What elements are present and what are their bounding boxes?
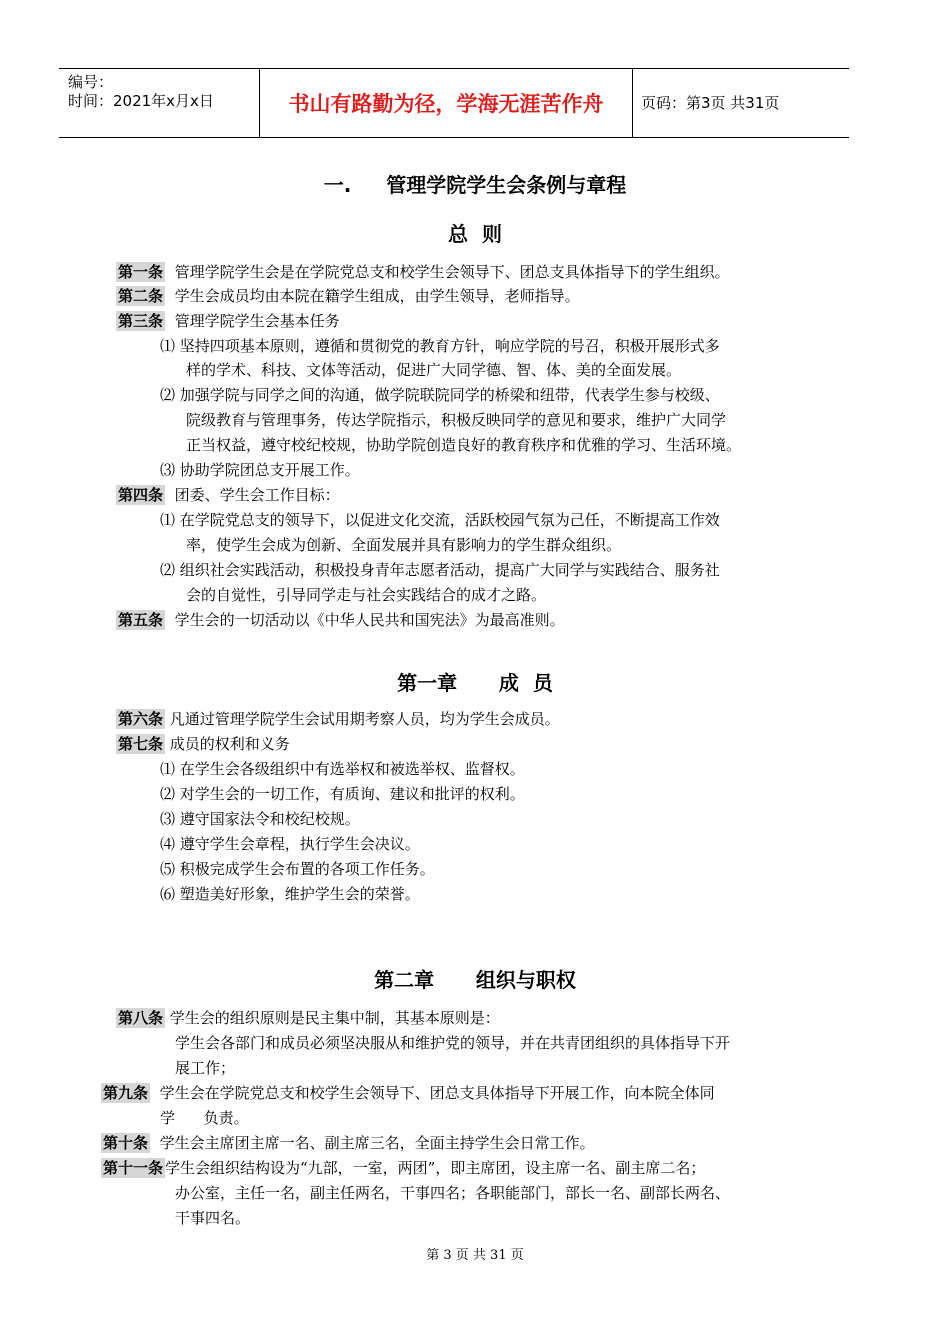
article-5 (116, 609, 565, 631)
list-item: ⑵ 加强学院与同学之间的沟通，做学院联院同学的桥梁和纽带，代表学生参与校级、 (160, 386, 720, 404)
article-8 (116, 1007, 500, 1029)
header-motto-cell (260, 69, 633, 137)
article-3 (116, 310, 340, 332)
list-item: ⑶ 协助学院团总支开展工作。 (160, 461, 360, 479)
list-item: ⑴ 坚持四项基本原则，遵循和贯彻党的教育方针，响应学院的号召，积极开展形式多 (160, 337, 720, 355)
list-item-continued: 院级教育与管理事务，传达学院指示，积极反映同学的意见和要求，维护广大同学 (186, 411, 727, 429)
article-11 (101, 1157, 705, 1179)
list-item: ⑴ 在学院党总支的领导下，以促进文化交流，活跃校园气氛为己任，不断提高工作效 (160, 511, 720, 529)
article-label: 第八条 (118, 1009, 164, 1027)
article-label: 第七条 (118, 735, 164, 753)
general-provisions-heading: 总 则 (448, 222, 502, 246)
list-item: ⑴ 在学生会各级组织中有选举权和被选举权、监督权。 (160, 760, 525, 778)
list-item: ⑵ 对学生会的一切工作，有质询、建议和批评的权利。 (160, 785, 525, 803)
article-label: 第十一条 (103, 1159, 164, 1177)
article-label: 第三条 (118, 312, 164, 330)
article-1 (116, 261, 730, 283)
list-item-continued: 样的学术、科技、文体等活动，促进广大同学德、智、体、美的全面发展。 (186, 361, 682, 379)
article-label: 第九条 (103, 1084, 149, 1102)
document-number: 编号： (68, 73, 114, 91)
page-header (59, 68, 849, 138)
header-page-cell (633, 69, 849, 137)
article-continued: 学生会各部门和成员必须坚决服从和维护党的领导，并在共青团组织的具体指导下开 (175, 1034, 731, 1052)
article-text: 学生会主席团主席一名、副主席三名，全面主持学生会日常工作。 (159, 1134, 595, 1152)
article-text: 学生会的组织原则是民主集中制，其基本原则是： (169, 1009, 500, 1027)
article-text: 学生会组织结构设为“九部，一室，两团”，即主席团，设主席一名、副主席二名； (165, 1159, 706, 1177)
chapter-1-heading: 第一章 成 员 (397, 671, 553, 695)
article-text: 管理学院学生会是在学院党总支和校学生会领导下、团总支具体指导下的学生组织。 (174, 263, 730, 281)
article-text: 学生会成员均由本院在籍学生组成，由学生领导，老师指导。 (174, 287, 580, 305)
article-label: 第一条 (118, 263, 164, 281)
list-item: ⑸ 积极完成学生会布置的各项工作任务。 (160, 860, 435, 878)
article-2 (116, 285, 580, 307)
article-label: 第二条 (118, 287, 164, 305)
header-meta-cell (59, 69, 260, 137)
list-item-continued: 率，使学生会成为创新、全面发展并具有影响力的学生群众组织。 (186, 536, 622, 554)
article-continued: 办公室，主任一名，副主任两名，干事四名；各职能部门，部长一名、副部长两名、 (175, 1184, 731, 1202)
article-text: 团委、学生会工作目标： (174, 486, 340, 504)
list-item-continued: 会的自觉性，引导同学走与社会实践结合的成才之路。 (186, 586, 547, 604)
article-9 (101, 1082, 715, 1104)
document-title: 一. 管理学院学生会条例与章程 (323, 173, 627, 197)
list-item: ⑵ 组织社会实践活动，积极投身青年志愿者活动，提高广大同学与实践结合、服务社 (160, 561, 720, 579)
header-motto: 书山有路勤为径，学海无涯苦作舟 (288, 92, 604, 116)
list-item: ⑹ 塑造美好形象，维护学生会的荣誉。 (160, 885, 420, 903)
article-10 (101, 1132, 595, 1154)
article-text: 成员的权利和义务 (169, 735, 290, 753)
article-text: 学生会的一切活动以《中华人民共和国宪法》为最高准则。 (174, 611, 565, 629)
article-4 (116, 484, 340, 506)
article-7 (116, 733, 290, 755)
article-label: 第四条 (118, 486, 164, 504)
document-time: 时间：2021年x月x日 (68, 92, 214, 110)
chapter-2-heading: 第二章 组织与职权 (374, 968, 576, 992)
article-continued: 学 负责。 (160, 1109, 249, 1127)
article-text: 凡通过管理学院学生会试用期考察人员，均为学生会成员。 (169, 710, 560, 728)
article-label: 第十条 (103, 1134, 149, 1152)
list-item: ⑷ 遵守学生会章程，执行学生会决议。 (160, 835, 420, 853)
article-continued: 展工作； (175, 1059, 236, 1077)
list-item-continued: 正当权益，遵守校纪校规，协助学院创造良好的教育秩序和优雅的学习、生活环境。 (186, 436, 742, 454)
article-continued: 干事四名。 (175, 1209, 251, 1227)
article-label: 第五条 (118, 611, 164, 629)
article-6 (116, 708, 560, 730)
page-footer: 第 3 页 共 31 页 (426, 1248, 524, 1263)
article-text: 学生会在学院党总支和校学生会领导下、团总支具体指导下开展工作，向本院全体同 (159, 1084, 715, 1102)
header-page-number: 页码：第3页 共31页 (641, 94, 780, 112)
article-label: 第六条 (118, 710, 164, 728)
article-text: 管理学院学生会基本任务 (174, 312, 340, 330)
list-item: ⑶ 遵守国家法令和校纪校规。 (160, 810, 360, 828)
